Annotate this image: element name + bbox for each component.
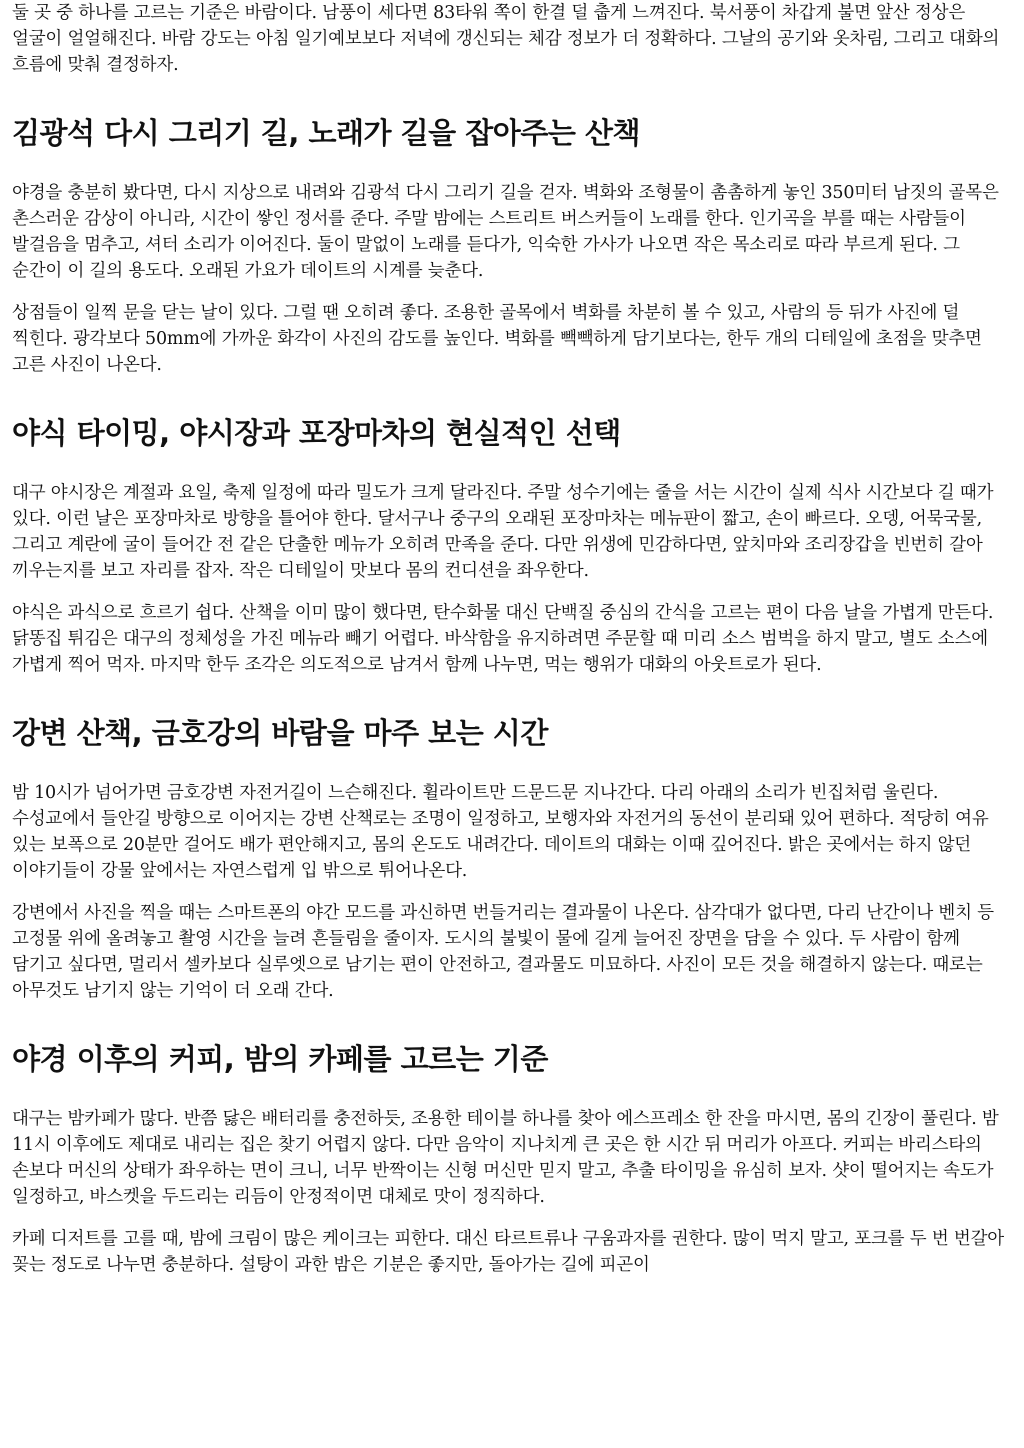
paragraph: 밤 10시가 넘어가면 금호강변 자전거길이 느슨해진다. 휠라이트만 드문드문 지나간다. 다리 아래의 소리가 빈집처럼 울린다. 수성교에서 들안길 방향으로 이어지는 강변 산책로는 조명이 일정하고, 보행자와 자전거의 동선이 분리돼 있어 편하다. 적당히 여유 있는 보폭으로 20분만 걸어도 배가 편안해지고, 몸의 온도도 내려간다. 데이트의 대화는 이때 깊어진다. 밝은 곳에서는 하지 않던 이야기들이 강물 앞에서는 자연스럽게 입 밖으로 튀어나온다. (12, 783, 989, 881)
article-body (12, 0, 1012, 1294)
paragraph: 대구 야시장은 계절과 요일, 축제 일정에 따라 밀도가 크게 달라진다. 주말 성수기에는 줄을 서는 시간이 실제 식사 시간보다 길 때가 있다. 이런 날은 포장마차로 방향을 틀어야 한다. 달서구나 중구의 오래된 포장마차는 메뉴판이 짧고, 손이 빠르다. 오뎅, 어묵국물, 그리고 계란에 굴이 들어간 전 같은 단출한 메뉴가 오히려 만족을 준다. 다만 위생에 민감하다면, 앞치마와 조리장갑을 빈번히 갈아 끼우는지를 보고 자리를 잡자. 작은 디테일이 맛보다 몸의 컨디션을 좌우한다. (12, 483, 994, 581)
section-heading-night-cafe: 야경 이후의 커피, 밤의 카페를 고르는 기준 (12, 1042, 548, 1076)
section-heading-riverside-walk: 강변 산책, 금호강의 바람을 마주 보는 시간 (12, 716, 548, 750)
paragraph: 카페 디저트를 고를 때, 밤에 크림이 많은 케이크는 피한다. 대신 타르트류나 구움과자를 권한다. 많이 먹지 말고, 포크를 두 번 번갈아 꽂는 정도로 나누면 충분하다. 설탕이 과한 밤은 기분은 좋지만, 돌아가는 길에 피곤이 (12, 1229, 1004, 1275)
intro-paragraph: 둘 곳 중 하나를 고르는 기준은 바람이다. 남풍이 세다면 83타워 쪽이 한결 덜 춥게 느껴진다. 북서풍이 차갑게 불면 앞산 정상은 얼굴이 얼얼해진다. 바람 강도는 아침 일기예보보다 저녁에 갱신되는 체감 정보가 더 정확하다. 그날의 공기와 옷차림, 그리고 대화의 흐름에 맞춰 결정하자. (12, 3, 1000, 75)
paragraph: 상점들이 일찍 문을 닫는 날이 있다. 그럴 땐 오히려 좋다. 조용한 골목에서 벽화를 차분히 볼 수 있고, 사람의 등 뒤가 사진에 덜 찍힌다. 광각보다 50mm에 가까운 화각이 사진의 감도를 높인다. 벽화를 빽빽하게 담기보다는, 한두 개의 디테일에 초점을 맞추면 고른 사진이 나온다. (12, 303, 982, 375)
paragraph: 강변에서 사진을 찍을 때는 스마트폰의 야간 모드를 과신하면 번들거리는 결과물이 나온다. 삼각대가 없다면, 다리 난간이나 벤치 등 고정물 위에 올려놓고 촬영 시간을 늘려 흔들림을 줄이자. 도시의 불빛이 물에 길게 늘어진 장면을 담을 수 있다. 두 사람이 함께 담기고 싶다면, 멀리서 셀카보다 실루엣으로 남기는 편이 안전하고, 결과물도 미묘하다. 사진이 모든 것을 해결하지 않는다. 때로는 아무것도 남기지 않는 기억이 더 오래 간다. (12, 903, 994, 1001)
paragraph: 야경을 충분히 봤다면, 다시 지상으로 내려와 김광석 다시 그리기 길을 걷자. 벽화와 조형물이 촘촘하게 놓인 350미터 남짓의 골목은 촌스러운 감상이 아니라, 시간이 쌓인 정서를 준다. 주말 밤에는 스트리트 버스커들이 노래를 한다. 인기곡을 부를 때는 사람들이 발걸음을 멈추고, 셔터 소리가 이어진다. 둘이 말없이 노래를 듣다가, 익숙한 가사가 나오면 작은 목소리로 따라 부르게 된다. 그 순간이 이 길의 용도다. 오래된 가요가 데이트의 시계를 늦춘다. (12, 183, 999, 281)
section-heading-late-night-snack: 야식 타이밍, 야시장과 포장마차의 현실적인 선택 (12, 416, 621, 450)
section-heading-kim-kwangseok-street: 김광석 다시 그리기 길, 노래가 길을 잡아주는 산책 (12, 116, 640, 150)
paragraph: 대구는 밤카페가 많다. 반쯤 닳은 배터리를 충전하듯, 조용한 테이블 하나를 찾아 에스프레소 한 잔을 마시면, 몸의 긴장이 풀린다. 밤 11시 이후에도 제대로 내리는 집은 찾기 어렵지 않다. 다만 음악이 지나치게 큰 곳은 한 시간 뒤 머리가 아프다. 커피는 바리스타의 손보다 머신의 상태가 좌우하는 면이 크니, 너무 반짝이는 신형 머신만 믿지 말고, 추출 타이밍을 유심히 보자. 샷이 떨어지는 속도가 일정하고, 바스켓을 두드리는 리듬이 안정적이면 대체로 맛이 정직하다. (12, 1109, 999, 1207)
paragraph: 야식은 과식으로 흐르기 쉽다. 산책을 이미 많이 했다면, 탄수화물 대신 단백질 중심의 간식을 고르는 편이 다음 날을 가볍게 만든다. 닭똥집 튀김은 대구의 정체성을 가진 메뉴라 빼기 어렵다. 바삭함을 유지하려면 주문할 때 미리 소스 범벅을 하지 말고, 별도 소스에 가볍게 찍어 먹자. 마지막 한두 조각은 의도적으로 남겨서 함께 나누면, 먹는 행위가 대화의 아웃트로가 된다. (12, 603, 994, 675)
